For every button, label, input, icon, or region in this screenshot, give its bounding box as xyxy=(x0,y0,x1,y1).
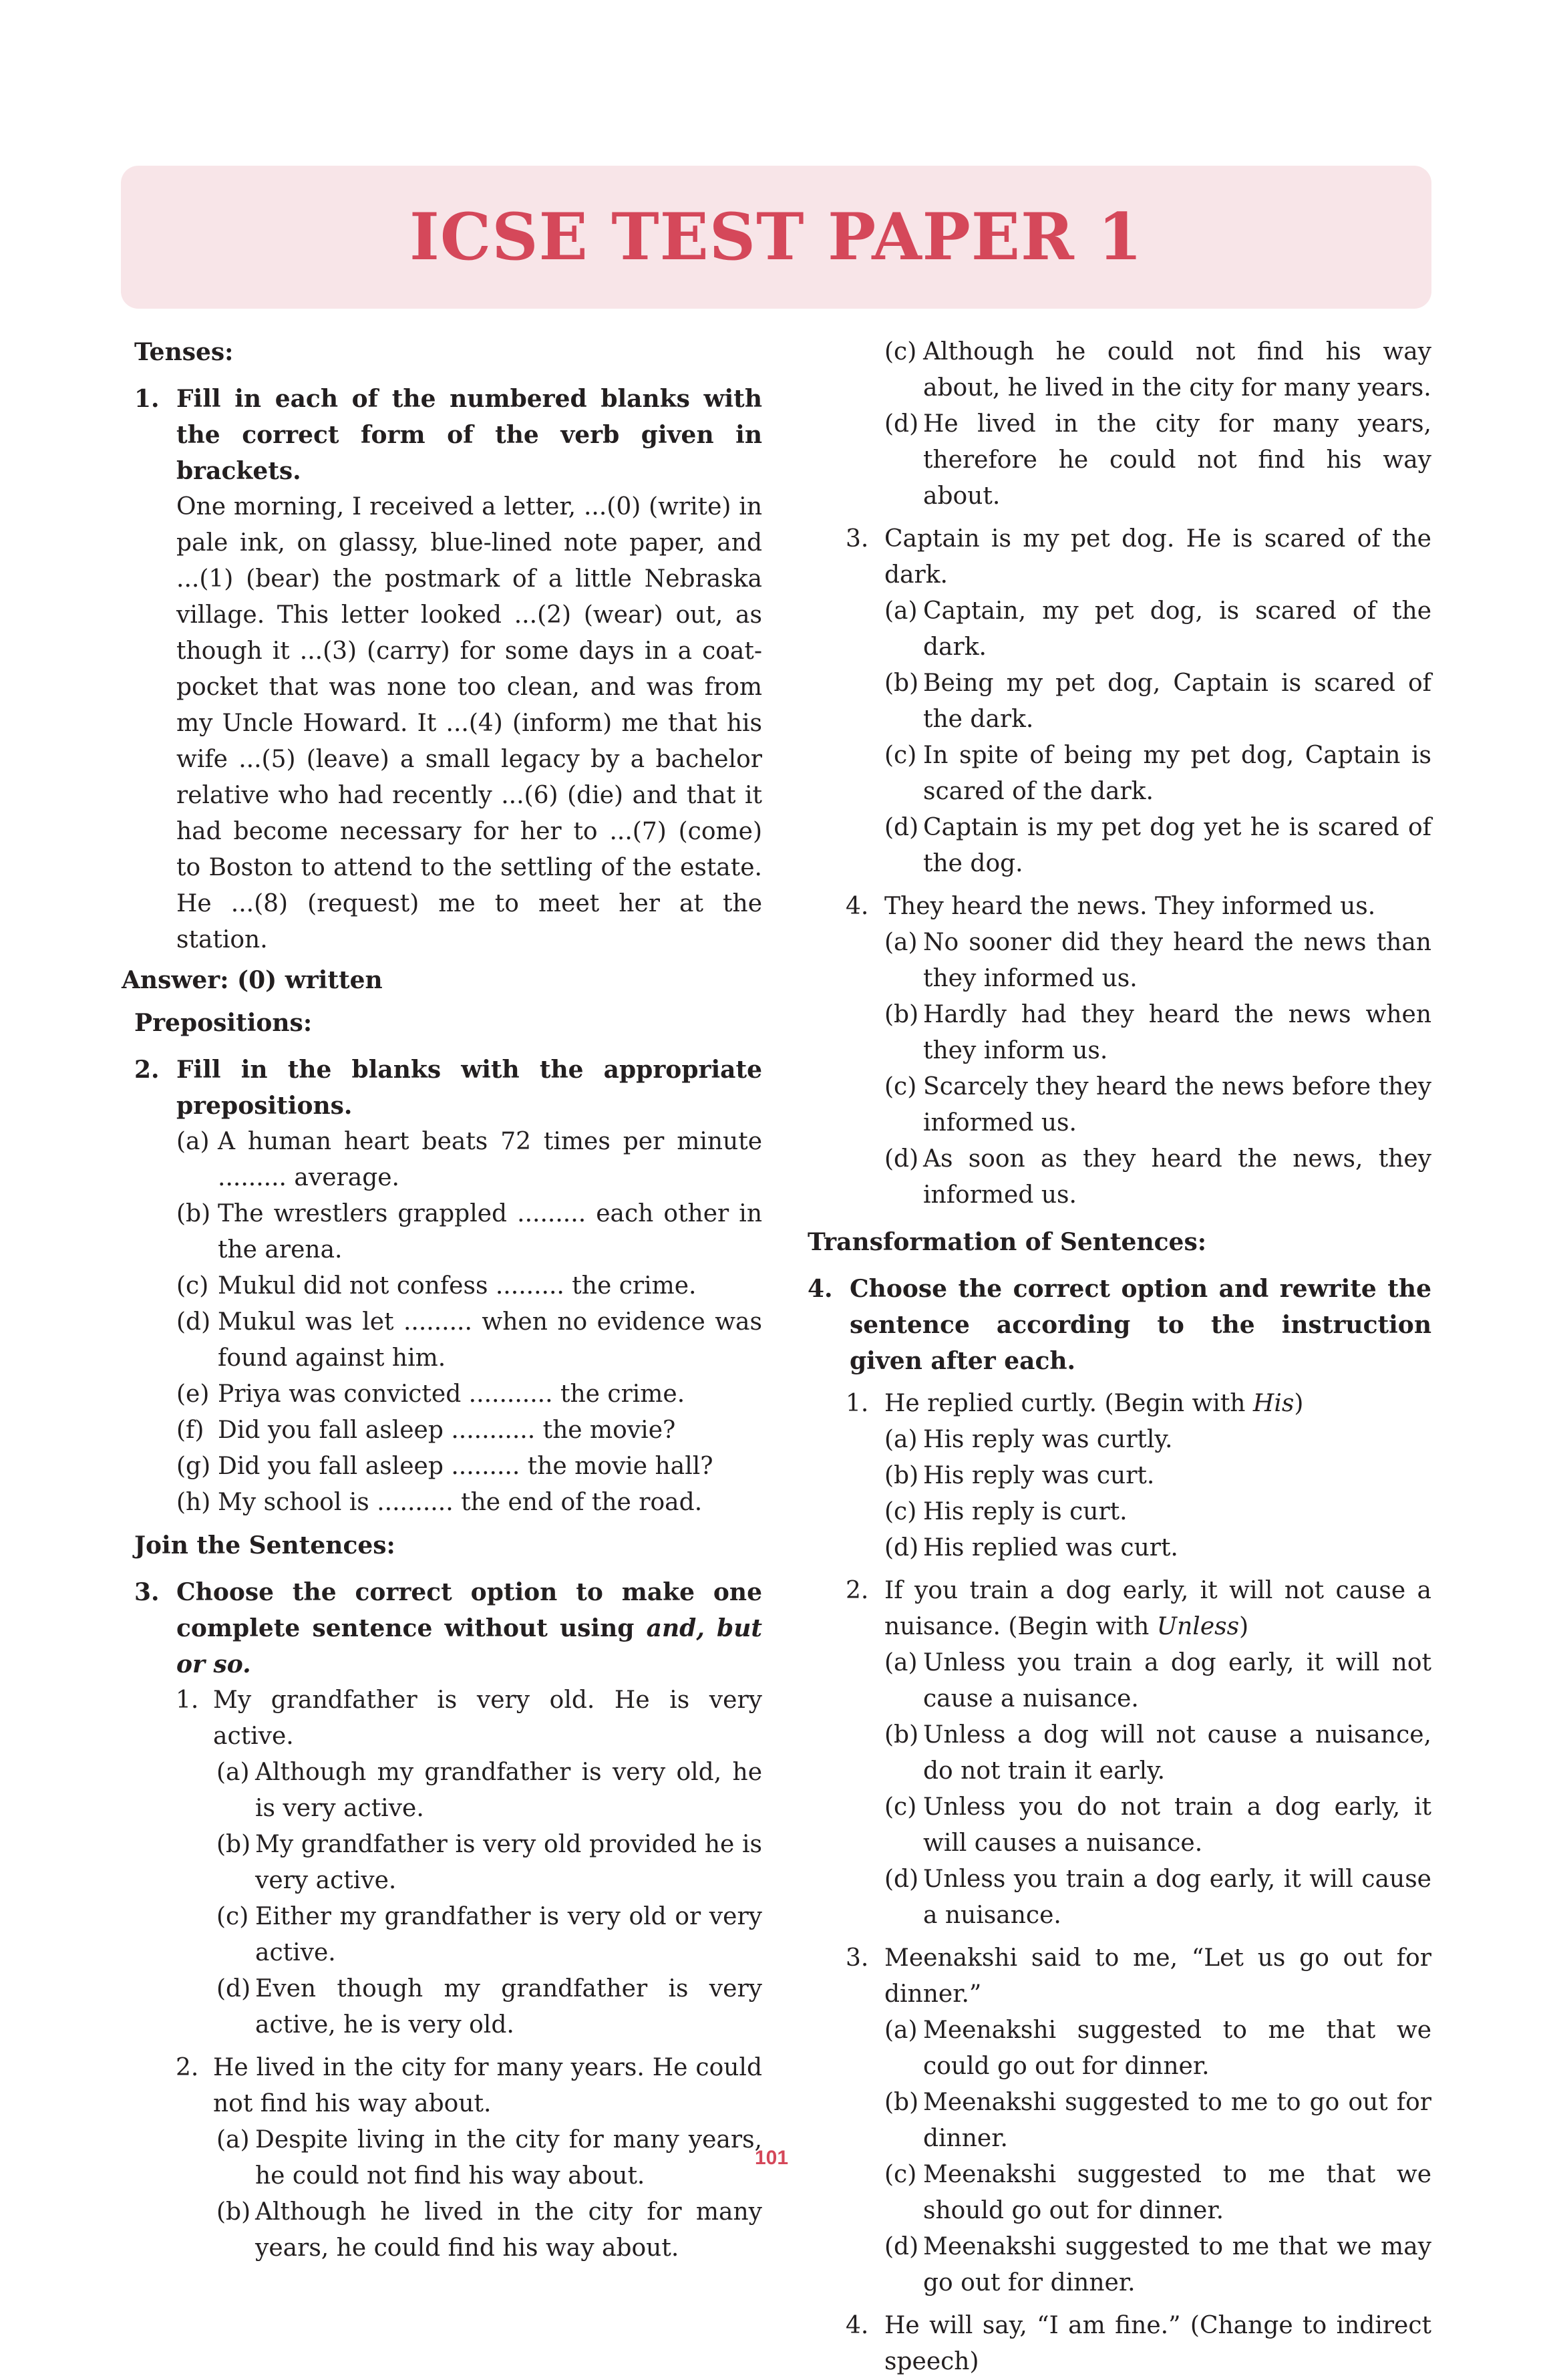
option-label: (d) xyxy=(884,1534,919,1561)
option-text: Meenakshi suggested to me that we may go out for dinner. xyxy=(923,2233,1431,2296)
question-number: 1. xyxy=(134,385,160,413)
sub-question-text xyxy=(884,1573,1431,1645)
sub-question-number: 1. xyxy=(846,1390,869,1417)
question-prompt: Choose the correct option and rewrite the sentence according to the instruction given after each. xyxy=(850,1275,1431,1375)
option-label: (b) xyxy=(216,1831,251,1858)
sub-question-number: 3. xyxy=(846,1944,869,1972)
option-label: (a) xyxy=(216,2126,250,2153)
list-item xyxy=(176,1304,762,1376)
sub-question xyxy=(846,1940,1431,2013)
option-item xyxy=(884,1069,1431,1141)
option-text: As soon as they heard the news, they informed us. xyxy=(923,1145,1431,1209)
item-label: (d) xyxy=(176,1308,211,1336)
option-item xyxy=(884,925,1431,997)
page-title: ICSE TEST PAPER 1 xyxy=(409,199,1144,275)
option-label: (d) xyxy=(884,2233,919,2260)
sub-question-text-b: ) xyxy=(1294,1390,1304,1417)
option-item xyxy=(884,1789,1431,1862)
option-label: (a) xyxy=(884,597,918,625)
option-item xyxy=(884,665,1431,738)
sub-question xyxy=(846,889,1431,925)
option-text: His reply is curt. xyxy=(923,1498,1128,1525)
sub-question-text: My grandfather is very old. He is very active. xyxy=(213,1686,762,1750)
item-text: A human heart beats 72 times per minute ......... average. xyxy=(218,1128,762,1191)
option-label: (d) xyxy=(884,1145,919,1173)
page-number: 101 xyxy=(754,2147,789,2169)
option-text: Meenakshi suggested to me to go out for dinner. xyxy=(923,2089,1431,2152)
option-label: (c) xyxy=(216,1903,249,1930)
option-text: Being my pet dog, Captain is scared of the dark. xyxy=(923,670,1431,733)
option-item xyxy=(884,1530,1431,1566)
option-text: Unless you do not train a dog early, it will causes a nuisance. xyxy=(923,1793,1431,1857)
option-item xyxy=(216,1755,762,1827)
left-column xyxy=(122,334,762,2266)
option-label: (a) xyxy=(884,1426,918,1453)
option-label: (d) xyxy=(216,1975,251,2002)
question-number: 4. xyxy=(808,1275,833,1303)
sub-question-italic: Unless xyxy=(1156,1613,1240,1640)
sub-question xyxy=(846,521,1431,593)
option-item xyxy=(884,1494,1431,1530)
question-2 xyxy=(134,1052,762,1124)
option-label: (c) xyxy=(884,1073,917,1100)
option-text: His reply was curtly. xyxy=(923,1426,1173,1453)
sub-question-number: 2. xyxy=(846,1577,869,1604)
option-item xyxy=(884,1422,1431,1458)
option-item xyxy=(216,1899,762,1971)
option-label: (a) xyxy=(884,2017,918,2044)
option-text: Meenakshi suggested to me that we could go out for dinner. xyxy=(923,2017,1431,2080)
item-text: The wrestlers grappled ......... each other in the arena. xyxy=(218,1200,762,1263)
sub-question-number: 1. xyxy=(176,1686,199,1714)
option-label: (b) xyxy=(884,2089,919,2116)
option-text: Despite living in the city for many years, he could not find his way about. xyxy=(255,2126,762,2190)
option-item xyxy=(884,738,1431,810)
option-item xyxy=(884,2013,1431,2085)
sub-question-text-b: ) xyxy=(1239,1613,1249,1640)
option-text: Although he lived in the city for many years, he could find his way about. xyxy=(255,2198,762,2262)
option-text: Meenakshi suggested to me that we should go out for dinner. xyxy=(923,2161,1431,2224)
sub-question-number: 4. xyxy=(846,2312,869,2339)
option-text: He lived in the city for many years, therefore he could not find his way about. xyxy=(923,410,1431,510)
question-number: 2. xyxy=(134,1056,160,1084)
option-item xyxy=(884,1645,1431,1717)
option-text: Although he could not find his way about, he lived in the city for many years. xyxy=(923,338,1431,402)
sub-question xyxy=(846,1573,1431,1645)
list-item xyxy=(176,1196,762,1268)
list-item xyxy=(176,1449,762,1485)
title-banner xyxy=(121,166,1431,309)
item-label: (f) xyxy=(176,1417,204,1444)
item-text: Priya was convicted ........... the crime. xyxy=(218,1380,685,1408)
list-item xyxy=(176,1124,762,1196)
prompt-italic: and, but or so. xyxy=(176,1614,762,1678)
option-item xyxy=(884,1458,1431,1494)
option-label: (b) xyxy=(884,670,919,697)
option-label: (d) xyxy=(884,1866,919,1893)
item-text: Mukul was let ......... when no evidence was found against him. xyxy=(218,1308,762,1372)
option-label: (b) xyxy=(216,2198,251,2226)
sub-question-text: Meenakshi said to me, “Let us go out for dinner.” xyxy=(884,1944,1431,2008)
option-label: (d) xyxy=(884,410,919,438)
sub-question-text-a: If you train a dog early, it will not cause a nuisance. (Begin with xyxy=(884,1577,1431,1640)
answer-line: Answer: (0) written xyxy=(122,966,383,994)
option-text: Unless a dog will not cause a nuisance, do not train it early. xyxy=(923,1721,1431,1785)
sub-question xyxy=(176,2050,762,2122)
option-text: Scarcely they heard the news before they informed us. xyxy=(923,1073,1431,1137)
option-text: Captain is my pet dog yet he is scared of the dog. xyxy=(923,814,1431,877)
option-label: (b) xyxy=(884,1462,919,1489)
option-label: (d) xyxy=(884,814,919,841)
option-item xyxy=(216,2194,762,2266)
question-3 xyxy=(134,1574,762,1682)
option-item xyxy=(884,1141,1431,1213)
option-text: Captain, my pet dog, is scared of the dark. xyxy=(923,597,1431,661)
item-label: (e) xyxy=(176,1380,210,1408)
item-text: Mukul did not confess ......... the crime. xyxy=(218,1272,697,1300)
option-text: Unless you train a dog early, it will cause a nuisance. xyxy=(923,1866,1431,1929)
option-item xyxy=(884,1717,1431,1789)
sub-question-text: He lived in the city for many years. He could not find his way about. xyxy=(213,2054,762,2117)
sub-question-text: Captain is my pet dog. He is scared of the dark. xyxy=(884,525,1431,589)
item-label: (g) xyxy=(176,1453,211,1480)
option-item xyxy=(884,2229,1431,2301)
option-label: (c) xyxy=(884,338,917,365)
option-text: Even though my grandfather is very active, he is very old. xyxy=(255,1975,762,2039)
option-item xyxy=(884,810,1431,882)
option-item xyxy=(216,1827,762,1899)
option-item xyxy=(884,406,1431,514)
sub-question xyxy=(846,1386,1431,1422)
question-1 xyxy=(134,381,762,489)
sub-question-text: They heard the news. They informed us. xyxy=(884,893,1376,920)
list-item xyxy=(176,1412,762,1449)
right-column xyxy=(808,334,1431,2380)
option-text: His reply was curt. xyxy=(923,1462,1155,1489)
option-label: (c) xyxy=(884,2161,917,2188)
option-label: (a) xyxy=(884,929,918,956)
sub-question xyxy=(846,2308,1431,2380)
option-text: My grandfather is very old provided he is very active. xyxy=(255,1831,762,1894)
sub-question-text: He will say, “I am fine.” (Change to indirect speech) xyxy=(884,2312,1431,2375)
option-text: His replied was curt. xyxy=(923,1534,1178,1561)
list-item xyxy=(176,1485,762,1521)
item-label: (a) xyxy=(176,1128,210,1155)
option-label: (c) xyxy=(884,1498,917,1525)
section-heading-join: Join the Sentences: xyxy=(134,1531,395,1559)
section-heading-transformation: Transformation of Sentences: xyxy=(808,1228,1207,1256)
option-item xyxy=(884,1862,1431,1934)
option-text: In spite of being my pet dog, Captain is scared of the dark. xyxy=(923,742,1431,805)
option-label: (c) xyxy=(884,1793,917,1821)
question-number: 3. xyxy=(134,1578,160,1606)
question-prompt: Fill in each of the numbered blanks with the correct form of the verb given in brackets. xyxy=(176,385,762,485)
option-text: Either my grandfather is very old or very active. xyxy=(255,1903,762,1966)
option-item xyxy=(216,1971,762,2043)
item-text: Did you fall asleep ........... the movie? xyxy=(218,1417,676,1444)
option-text: Hardly had they heard the news when they inform us. xyxy=(923,1001,1431,1064)
option-text: No sooner did they heard the news than they informed us. xyxy=(923,929,1431,992)
sub-question-number: 2. xyxy=(176,2054,199,2081)
item-text: Did you fall asleep ......... the movie hall? xyxy=(218,1453,713,1480)
option-item xyxy=(884,593,1431,665)
section-heading-tenses: Tenses: xyxy=(134,338,234,366)
sub-question xyxy=(176,1682,762,1755)
item-label: (c) xyxy=(176,1272,209,1300)
item-label: (b) xyxy=(176,1200,211,1227)
option-item xyxy=(884,334,1431,406)
option-item xyxy=(884,997,1431,1069)
passage: One morning, I received a letter, ...(0) (write) in pale ink, on glassy, blue-lined note paper, and ...(1) (bear) the postmark of a little Nebraska village. This letter looked ...(2) (wear) out, as though it ...(3) (carry) for some days in a coat-pocket that was none too clean, and was from my Uncle Howard. It ...(4) (inform) me that his wife ...(5) (leave) a small legacy by a bachelor relative who had recently ...(6) (die) and that it had become necessary for her to ...(7) (come) to Boston to attend to the settling of the estate. He ...(8) (request) me to meet her at the station. xyxy=(176,493,762,953)
option-text: Unless you train a dog early, it will not cause a nuisance. xyxy=(923,1649,1431,1713)
item-text: My school is .......... the end of the road. xyxy=(218,1489,703,1516)
option-label: (a) xyxy=(216,1759,250,1786)
sub-question-text-a: He replied curtly. (Begin with xyxy=(884,1390,1253,1417)
prompt-text: Choose the correct option to make one complete sentence without using xyxy=(176,1578,762,1642)
option-text: Although my grandfather is very old, he is very active. xyxy=(255,1759,762,1822)
list-item xyxy=(176,1376,762,1412)
option-label: (b) xyxy=(884,1721,919,1749)
question-prompt xyxy=(176,1574,762,1682)
sub-question-number: 4. xyxy=(846,893,869,920)
option-label: (c) xyxy=(884,742,917,769)
item-label: (h) xyxy=(176,1489,211,1516)
question-prompt: Fill in the blanks with the appropriate prepositions. xyxy=(176,1056,762,1120)
sub-question-number: 3. xyxy=(846,525,869,553)
option-label: (a) xyxy=(884,1649,918,1676)
list-item xyxy=(176,1268,762,1304)
section-heading-prepositions: Prepositions: xyxy=(134,1009,313,1037)
sub-question-italic: His xyxy=(1252,1390,1295,1417)
question-4 xyxy=(808,1271,1431,1379)
sub-question-text xyxy=(884,1386,1431,1422)
option-label: (b) xyxy=(884,1001,919,1028)
